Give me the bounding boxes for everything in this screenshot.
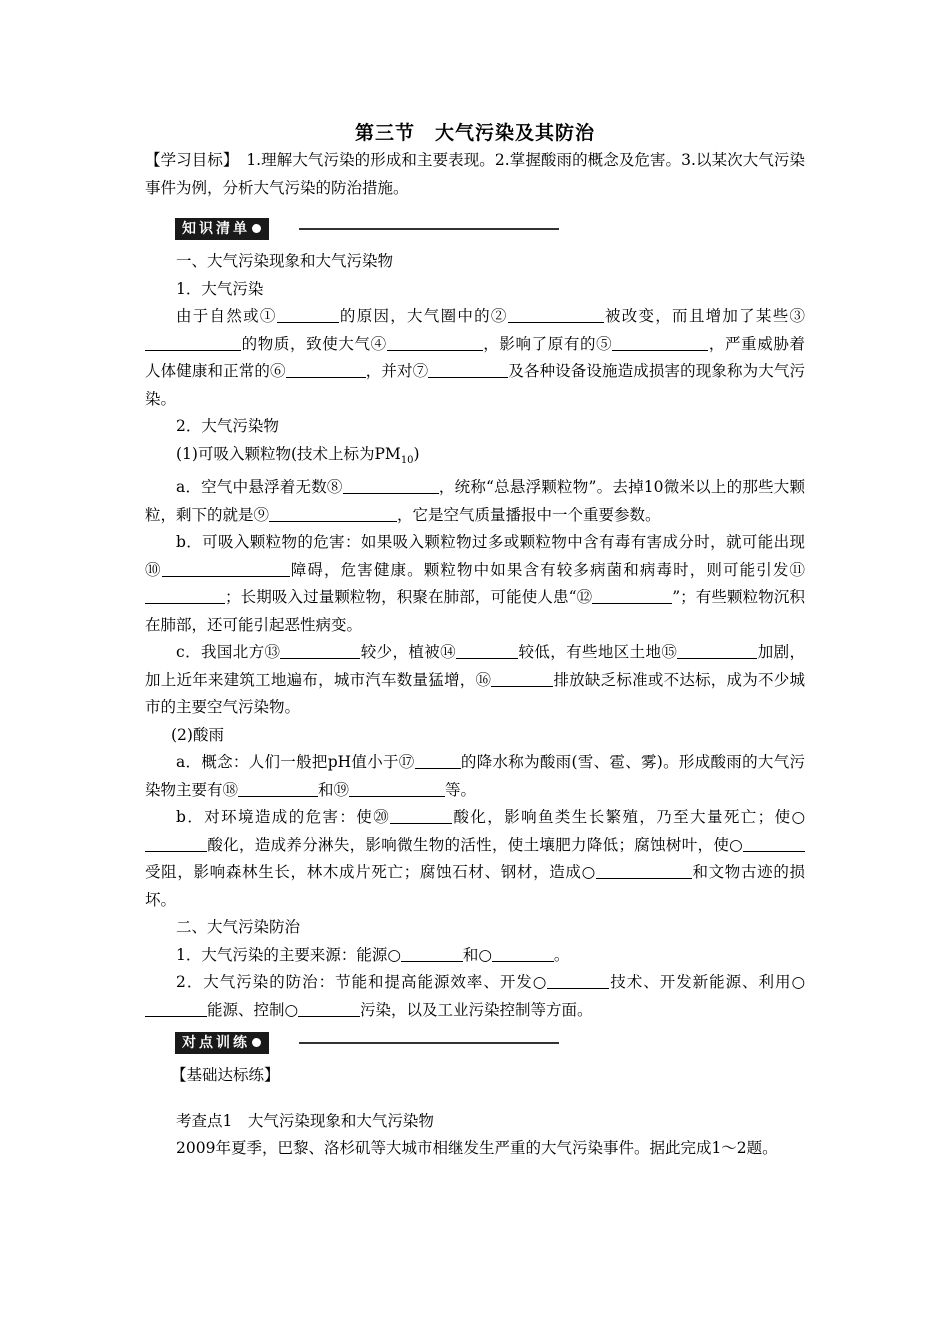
subsection-heading: 2．大气污染物	[176, 417, 279, 435]
fill-blank[interactable]	[238, 781, 318, 797]
section-heading: 二、大气污染防治	[176, 918, 301, 937]
page	[145, 118, 805, 1163]
fill-blank[interactable]	[491, 671, 553, 687]
paragraph-pm-c: c．我国北方⑬ 较少，植被⑭ 较低，有些地区土地⑮ 加剧，加上近年来建筑工地遍布，城市汽车数量猛增，⑯ 排放缺乏标准或不达标，成为不少城市的主要空气污染物。	[145, 643, 805, 717]
question-intro: 2009年夏季，巴黎、洛杉矶等大城市相继发生严重的大气污染事件。据此完成1～2题。	[176, 1139, 778, 1158]
fill-blank[interactable]	[162, 561, 290, 577]
divider	[299, 1042, 559, 1044]
fill-blank[interactable]	[277, 307, 339, 323]
fill-blank[interactable]	[343, 478, 439, 494]
fill-blank[interactable]	[492, 946, 554, 962]
fill-blank[interactable]	[387, 335, 483, 351]
paragraph-pm-a: a．空气中悬浮着无数⑧ ，统称“总悬浮颗粒物”。去掉10微米以上的那些大颗粒，剩下的就是⑨ ，它是空气质量播报中一个重要参数。	[145, 478, 805, 524]
learning-objectives	[145, 147, 805, 202]
knowledge-list-banner	[175, 218, 805, 240]
paragraph-acid-b: b．对环境造成的危害：使⑳ 酸化，影响鱼类生长繁殖，乃至大量死亡；使○酸化，造成养分淋失，影响微生物的活性，使土壤肥力降低；腐蚀树叶，使○受阻，影响森林生长，林木成片死亡；腐蚀石材、钢材，造成○ 和文物古迹的损坏。	[145, 808, 805, 909]
banner-label: 对点训练	[182, 1035, 250, 1052]
fill-blank[interactable]	[677, 643, 757, 659]
fill-blank[interactable]	[547, 973, 609, 989]
fill-blank[interactable]	[286, 362, 366, 378]
fill-blank[interactable]	[390, 808, 452, 824]
divider	[299, 228, 559, 230]
paragraph-air-pollution: 由于自然或① 的原因，大气圈中的② 被改变，而且增加了某些③的物质，致使大气④ ，影响了原有的⑤ ，严重威胁着人体健康和正常的⑥ ，并对⑦ 及各种设备设施造成损害的现象称为大气污染。	[145, 307, 805, 408]
dot-icon	[252, 1038, 261, 1047]
paragraph-acid-a: a．概念：人们一般把pH值小于⑰ 的降水称为酸雨(雪、雹、雾)。形成酸雨的大气污染物主要有⑱ 和⑲ 等。	[145, 753, 805, 799]
basic-practice-heading: 【基础达标练】	[171, 1066, 280, 1085]
page-title: 第三节 大气污染及其防治	[354, 122, 595, 144]
fill-blank[interactable]	[456, 643, 518, 659]
fill-blank[interactable]	[269, 506, 397, 522]
fill-blank[interactable]	[349, 781, 445, 797]
fill-blank[interactable]	[145, 1001, 207, 1017]
item-heading: (2)酸雨	[171, 725, 224, 744]
objectives-label: 【学习目标】	[145, 151, 231, 169]
paragraph-prevention: 2．大气污染的防治：节能和提高能源效率、开发○ 技术、开发新能源、利用○能源、控制○ 污染，以及工业污染控制等方面。	[145, 969, 805, 1024]
fill-blank[interactable]	[743, 836, 805, 852]
fill-blank[interactable]	[401, 946, 463, 962]
dot-icon	[252, 224, 261, 233]
subsection-heading: 1．大气污染	[176, 279, 264, 298]
fill-blank[interactable]	[298, 1001, 360, 1017]
fill-blank[interactable]	[145, 588, 225, 604]
objectives-text: 1.理解大气污染的形成和主要表现。2.掌握酸雨的概念及危害。3.以某次大气污染事件为例，分析大气污染的防治措施。	[145, 151, 805, 197]
fill-blank[interactable]	[596, 863, 692, 879]
paragraph-pm-b: b．可吸入颗粒物的危害：如果吸入颗粒物过多或颗粒物中含有毒有害成分时，就可能出现⑩ 障碍，危害健康。颗粒物中如果含有较多病菌和病毒时，则可能引发⑪；长期吸入过量颗粒物，积聚在肺部，可能使人患“⑫ ”；有些颗粒物沉积在肺部，还可能引起恶性病变。	[145, 533, 805, 634]
fill-blank[interactable]	[415, 753, 461, 769]
banner-label: 知识清单	[182, 221, 250, 237]
practice-banner	[175, 1032, 805, 1054]
fill-blank[interactable]	[280, 643, 360, 659]
fill-blank[interactable]	[428, 362, 508, 378]
fill-blank[interactable]	[145, 836, 207, 852]
checkpoint-heading: 考查点1 大气污染现象和大气污染物	[176, 1111, 434, 1130]
paragraph-sources: 1．大气污染的主要来源：能源○ 和○ 。	[176, 945, 570, 964]
fill-blank[interactable]	[592, 588, 672, 604]
fill-blank[interactable]	[612, 335, 708, 351]
fill-blank[interactable]	[508, 307, 604, 323]
fill-blank[interactable]	[145, 335, 241, 351]
section-heading: 一、大气污染现象和大气污染物	[176, 252, 394, 270]
item-heading: (1)可吸入颗粒物(技术上标为$PM_{10}$)	[176, 444, 420, 466]
